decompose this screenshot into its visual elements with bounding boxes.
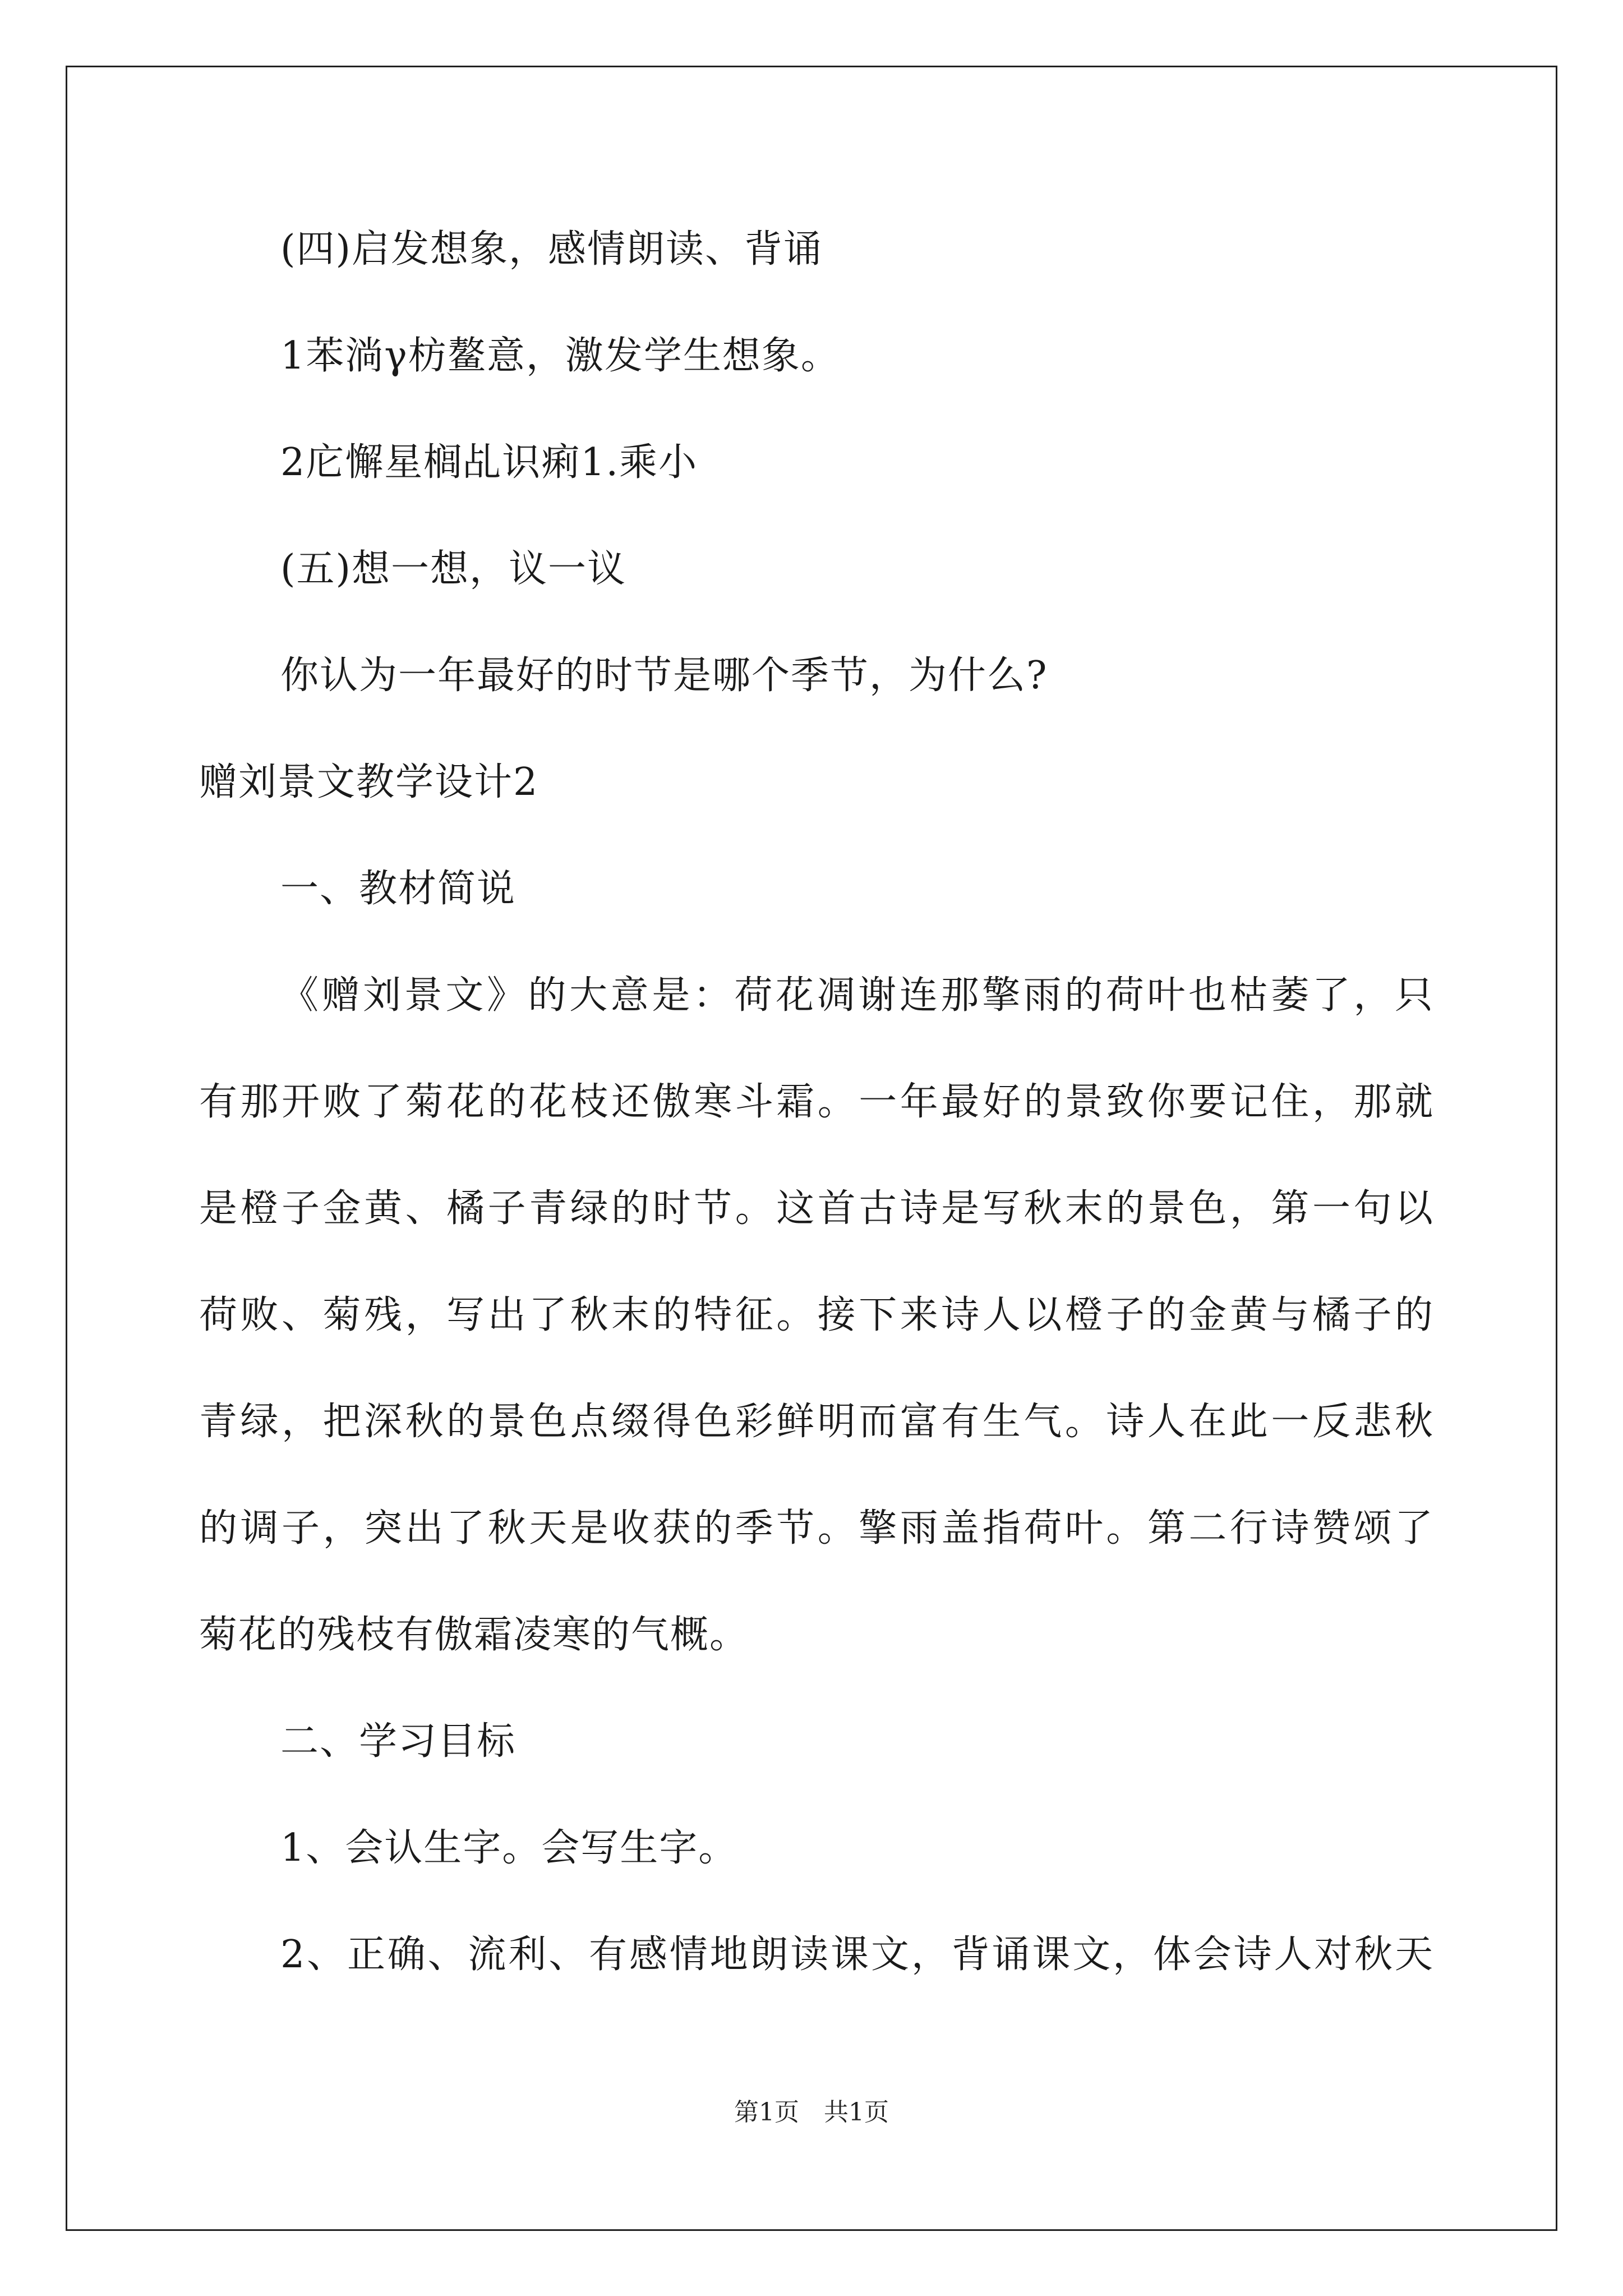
paragraph-line: 菊花的残枝有傲霜凌寒的气概。 — [199, 1613, 749, 1657]
paragraph-line: 有那开败了菊花的花枝还傲寒斗霜。一年最好的景致你要记住，那就 — [199, 1080, 1433, 1124]
heading-material-intro: 一、教材简说 — [280, 867, 517, 911]
paragraph-line: 《赠刘景文》的大意是：荷花凋谢连那擎雨的荷叶也枯萎了，只 — [280, 973, 1433, 1018]
text-line: 1苯淌γ枋鳌意，激发学生想象。 — [280, 334, 840, 378]
heading-learning-goals: 二、学习目标 — [280, 1719, 517, 1764]
page-border — [66, 66, 1557, 2231]
text-line: 2庀懈星榈乩识痢1.乘小 — [280, 440, 698, 485]
section-title: 赠刘景文教学设计2 — [199, 760, 539, 804]
paragraph-line: 荷败、菊残，写出了秋末的特征。接下来诗人以橙子的金黄与橘子的 — [199, 1293, 1433, 1337]
page-footer: 第1页 共1页 — [734, 2098, 889, 2127]
heading-imagine-read: (四)启发想象，感情朗读、背诵 — [280, 227, 823, 272]
question-line: 你认为一年最好的时节是哪个季节，为什么? — [280, 654, 1048, 698]
paragraph-line: 的调子，突出了秋天是收获的季节。擎雨盖指荷叶。第二行诗赞颂了 — [199, 1506, 1433, 1550]
goal-item: 2、正确、流利、有感情地朗读课文，背诵课文，体会诗人对秋天 — [280, 1932, 1433, 1977]
heading-think-discuss: (五)想一想，议一议 — [280, 547, 627, 591]
paragraph-line: 青绿，把深秋的景色点缀得色彩鲜明而富有生气。诗人在此一反悲秋 — [199, 1400, 1433, 1444]
paragraph-line: 是橙子金黄、橘子青绿的时节。这首古诗是写秋末的景色，第一句以 — [199, 1186, 1433, 1231]
goal-item: 1、会认生字。会写生字。 — [280, 1826, 738, 1870]
